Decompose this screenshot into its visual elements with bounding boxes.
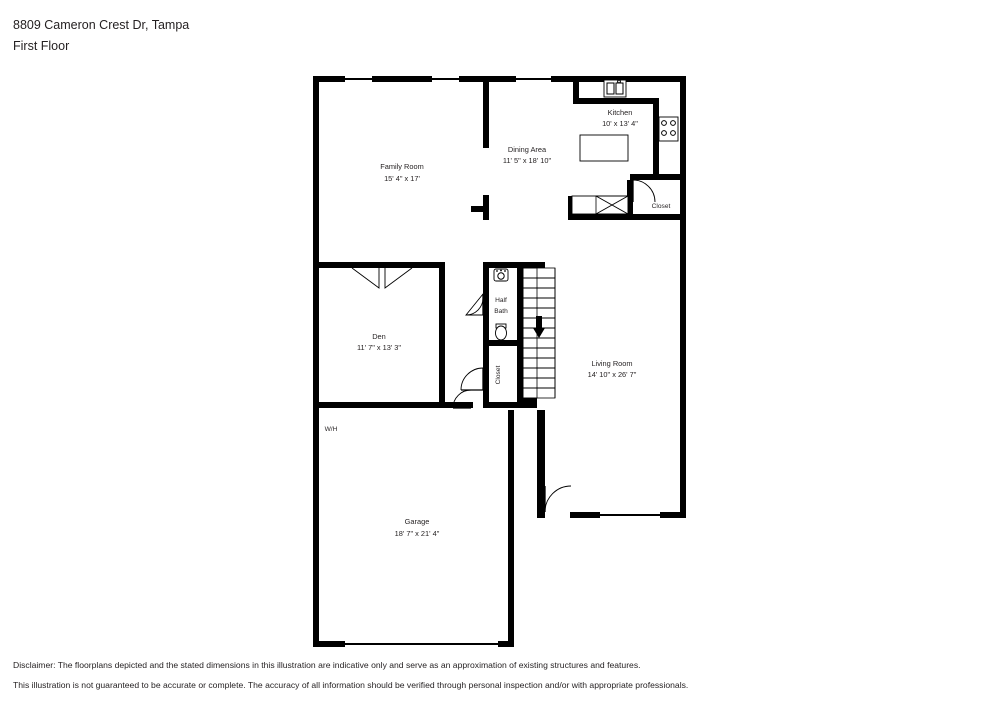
room-label-garage: Garage <box>404 517 430 526</box>
room-dims-dining-area: 11' 5" x 18' 10" <box>502 156 552 165</box>
label-water-heater: W/H <box>324 426 338 433</box>
room-label-den: Den <box>372 332 386 341</box>
room-label-family-room: Family Room <box>380 162 424 171</box>
room-label-half: Half <box>495 297 507 304</box>
toilet-fixture <box>496 324 507 340</box>
kitchen-sink-icon <box>604 80 626 97</box>
room-dims-den: 11' 7" x 13' 3" <box>356 343 402 352</box>
sink-fixture <box>494 269 508 281</box>
room-label-dining-area: Dining Area <box>507 145 547 154</box>
disclaimer <box>13 660 913 701</box>
range-icon <box>659 117 678 141</box>
page-title: 8809 Cameron Crest Dr, Tampa <box>13 18 190 32</box>
room-dims-family-room: 15' 4" x 17' <box>384 174 420 183</box>
disclaimer-line-1: Disclaimer: The floorplans depicted and the stated dimensions in this illustration are indicative only and serve as an approximation of existing structures and features. <box>13 660 641 670</box>
room-label-bath: Bath <box>494 308 508 315</box>
room-label-living-room: Living Room <box>591 359 633 368</box>
island-icon <box>580 135 628 161</box>
counter-icon <box>572 196 628 214</box>
room-dims-kitchen: 10' x 13' 4" <box>602 119 638 128</box>
room-dims-garage: 18' 7" x 21' 4" <box>394 529 440 538</box>
floor-label: First Floor <box>13 38 70 53</box>
room-labels <box>325 108 671 538</box>
room-label-kitchen: Kitchen <box>607 108 633 117</box>
room-label-closet-core: Closet <box>495 365 502 385</box>
room-dims-living-room: 14' 10" x 26' 7" <box>587 370 637 379</box>
disclaimer-line-2: This illustration is not guaranteed to be accurate or complete. The accuracy of all information should be verified through personal inspection and/or with appropriate professionals. <box>13 680 689 691</box>
room-label-closet-kitchen: Closet <box>651 203 671 210</box>
